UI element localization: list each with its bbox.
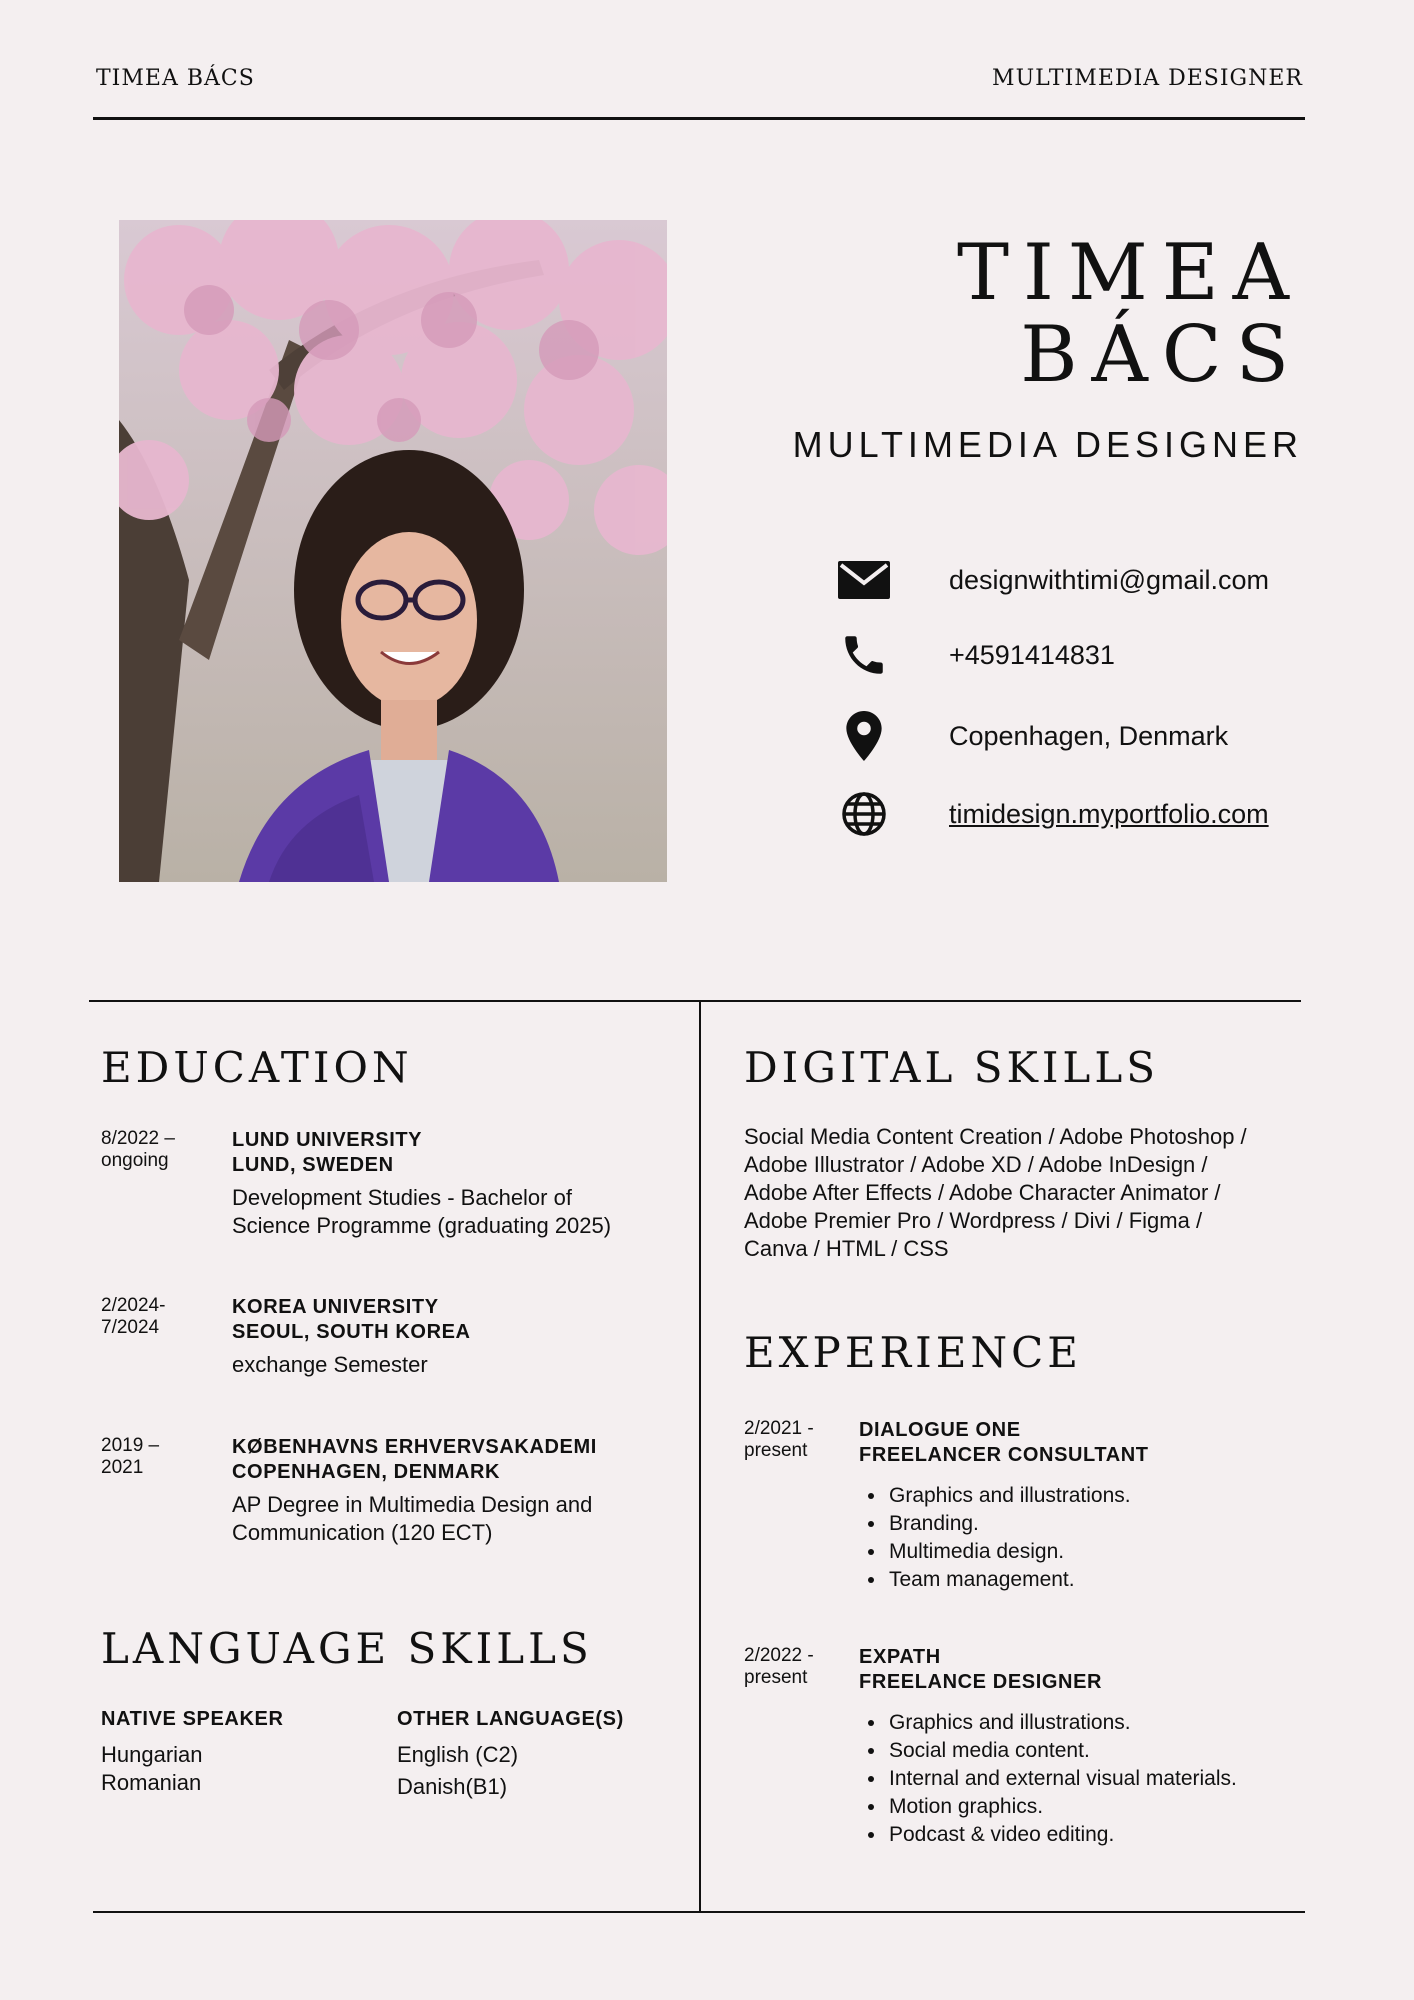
skills-line: Canva / HTML / CSS: [744, 1236, 949, 1261]
experience-date: [744, 1418, 854, 1462]
date-end: 7/2024: [101, 1317, 160, 1338]
list-item: • Internal and external visual materials.: [887, 1765, 1304, 1793]
contact-website-row: [834, 789, 1269, 839]
experience-details: [859, 1418, 1304, 1594]
list-item: • Branding.: [887, 1510, 1304, 1538]
section-divider-top: [89, 1000, 1301, 1002]
job-title: FREELANCE DESIGNER: [859, 1671, 1103, 1693]
hero-role: MULTIMEDIA DESIGNER: [792, 424, 1303, 465]
other-languages-label: OTHER LANGUAGE(S): [397, 1708, 624, 1730]
language-skills-title: LANGUAGE SKILLS: [101, 1624, 593, 1673]
description-line: Development Studies - Bachelor of: [232, 1185, 572, 1210]
native-speaker-label: NATIVE SPEAKER: [101, 1708, 284, 1730]
education-title: EDUCATION: [101, 1043, 413, 1092]
skills-line: Adobe After Effects / Adobe Character Animator /: [744, 1180, 1221, 1205]
contact-phone-row: [834, 630, 1115, 680]
description-line: AP Degree in Multimedia Design and: [232, 1492, 593, 1517]
profile-photo: [119, 220, 667, 882]
education-details: [232, 1435, 672, 1547]
date-end: present: [744, 1667, 808, 1688]
education-details: [232, 1128, 672, 1240]
school-location: LUND, SWEDEN: [232, 1154, 394, 1176]
school-name: LUND UNIVERSITY: [232, 1129, 423, 1151]
hero-name: [957, 228, 1303, 400]
education-date: [101, 1295, 211, 1339]
date-end: present: [744, 1440, 808, 1461]
digital-skills-list: [744, 1123, 1304, 1263]
date-end: ongoing: [101, 1150, 169, 1171]
responsibilities-list: [859, 1709, 1304, 1849]
language-item: Romanian: [101, 1770, 202, 1795]
list-item: • Graphics and illustrations.: [887, 1482, 1304, 1510]
header-divider: [93, 117, 1305, 120]
education-description: [232, 1491, 672, 1547]
date-start: 8/2022 –: [101, 1128, 175, 1149]
list-item: • Multimedia design.: [887, 1538, 1304, 1566]
hero-name-first: TIMEA: [957, 228, 1303, 318]
location-pin-icon: [834, 711, 894, 761]
company-name: EXPATH: [859, 1646, 941, 1668]
list-item: • Graphics and illustrations.: [887, 1709, 1304, 1737]
language-item: English (C2): [397, 1742, 519, 1767]
education-description: [232, 1351, 672, 1379]
globe-icon: [834, 789, 894, 839]
hero-name-last: BÁCS: [1020, 310, 1303, 400]
job-title: FREELANCER CONSULTANT: [859, 1444, 1149, 1466]
education-date: [101, 1128, 211, 1172]
description-line: exchange Semester: [232, 1352, 428, 1377]
education-date: [101, 1435, 211, 1479]
date-start: 2/2024-: [101, 1295, 166, 1316]
responsibilities-list: [859, 1482, 1304, 1594]
skills-line: Adobe Premier Pro / Wordpress / Divi / Figma /: [744, 1208, 1203, 1233]
description-line: Science Programme (graduating 2025): [232, 1213, 612, 1238]
language-item: Hungarian: [101, 1742, 203, 1767]
contact-location-row: [834, 711, 1229, 761]
experience-details: [859, 1645, 1304, 1849]
envelope-icon: [834, 555, 894, 605]
native-language-list: [101, 1741, 361, 1797]
date-end: 2021: [101, 1457, 144, 1478]
description-line: Communication (120 ECT): [232, 1520, 493, 1545]
contact-phone[interactable]: +4591414831: [949, 639, 1115, 670]
contact-location: Copenhagen, Denmark: [949, 720, 1229, 751]
list-item: • Podcast & video editing.: [887, 1821, 1304, 1849]
education-details: [232, 1295, 672, 1379]
school-location: SEOUL, SOUTH KOREA: [232, 1321, 471, 1343]
phone-icon: [834, 630, 894, 680]
experience-title: EXPERIENCE: [744, 1328, 1082, 1377]
education-description: [232, 1184, 672, 1240]
contact-email-row: [834, 555, 1270, 605]
school-location: COPENHAGEN, DENMARK: [232, 1461, 501, 1483]
list-item: • Social media content.: [887, 1737, 1304, 1765]
contact-website-link[interactable]: timidesign.myportfolio.com: [949, 798, 1269, 829]
header-name: TIMEA BÁCS: [96, 66, 255, 91]
school-name: KOREA UNIVERSITY: [232, 1296, 439, 1318]
date-start: 2/2021 -: [744, 1418, 814, 1439]
other-languages: [397, 1708, 657, 1801]
digital-skills-title: DIGITAL SKILLS: [744, 1043, 1159, 1092]
header-role: MULTIMEDIA DESIGNER: [992, 66, 1303, 91]
school-name: KØBENHAVNS ERHVERVSAKADEMI: [232, 1436, 597, 1458]
other-language-list: [397, 1741, 657, 1801]
language-item: Danish(B1): [397, 1774, 508, 1799]
skills-line: Adobe Illustrator / Adobe XD / Adobe InDesign /: [744, 1152, 1208, 1177]
section-divider-bottom: [93, 1911, 1305, 1913]
experience-date: [744, 1645, 854, 1689]
list-item: • Motion graphics.: [887, 1793, 1304, 1821]
list-item: • Team management.: [887, 1566, 1304, 1594]
date-start: 2019 –: [101, 1435, 160, 1456]
contact-email[interactable]: designwithtimi@gmail.com: [949, 564, 1270, 595]
column-divider: [699, 1002, 701, 1912]
company-name: DIALOGUE ONE: [859, 1419, 1021, 1441]
date-start: 2/2022 -: [744, 1645, 814, 1666]
native-languages: [101, 1708, 361, 1797]
skills-line: Social Media Content Creation / Adobe Photoshop /: [744, 1124, 1247, 1149]
